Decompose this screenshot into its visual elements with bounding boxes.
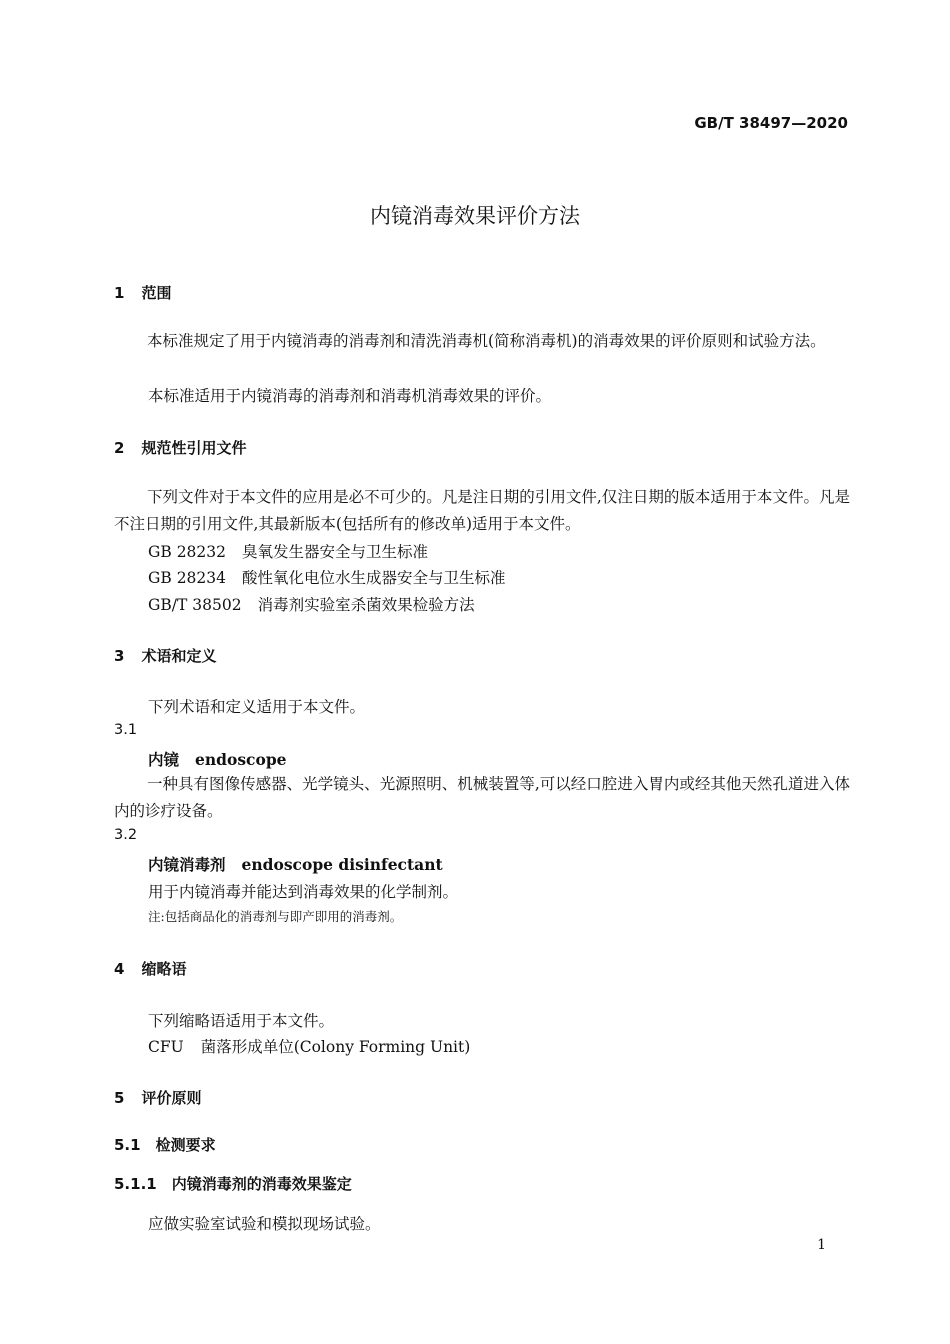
term-number: 3.1 bbox=[114, 722, 138, 738]
paragraph: 本标准规定了用于内镜消毒的消毒剂和清洗消毒机(简称消毒机)的消毒效果的评价原则和试验方法。 bbox=[147, 332, 826, 350]
section-2-heading bbox=[114, 437, 246, 458]
term-definition: 一种具有图像传感器、光学镜头、光源照明、机械装置等,可以经口腔进入胃内或经其他天然孔道进入体内的诊疗设备。 bbox=[114, 775, 850, 820]
section-title: 缩略语 bbox=[141, 960, 187, 978]
section-3-heading bbox=[114, 645, 216, 666]
section-1-heading bbox=[114, 282, 171, 303]
term-entry bbox=[148, 853, 443, 875]
reference-code: GB/T 38502 bbox=[148, 596, 242, 614]
note: 注:包括商品化的消毒剂与即产即用的消毒剂。 bbox=[148, 909, 403, 924]
paragraph: 下列文件对于本文件的应用是必不可少的。凡是注日期的引用文件,仅注日期的版本适用于本文件。凡是不注日期的引用文件,其最新版本(包括所有的修改单)适用于本文件。 bbox=[114, 488, 850, 533]
term-zh: 内镜消毒剂 bbox=[148, 856, 226, 874]
section-title: 评价原则 bbox=[141, 1089, 202, 1107]
term-en: endoscope disinfectant bbox=[241, 855, 443, 874]
section-title: 内镜消毒剂的消毒效果鉴定 bbox=[171, 1175, 352, 1193]
section-number: 1 bbox=[114, 284, 125, 302]
paragraph: 下列缩略语适用于本文件。 bbox=[148, 1012, 335, 1030]
paragraph: 应做实验室试验和模拟现场试验。 bbox=[148, 1215, 381, 1233]
section-number: 3 bbox=[114, 647, 125, 665]
section-number: 5.1.1 bbox=[114, 1175, 157, 1193]
reference-name: 消毒剂实验室杀菌效果检验方法 bbox=[257, 596, 475, 614]
reference-item bbox=[148, 566, 506, 588]
abbreviation-item bbox=[148, 1035, 470, 1057]
abbreviation-code: CFU bbox=[148, 1038, 184, 1056]
page-title: 内镜消毒效果评价方法 bbox=[370, 204, 580, 228]
reference-item bbox=[148, 593, 475, 615]
reference-code: GB 28234 bbox=[148, 569, 227, 587]
abbreviation-desc: 菌落形成单位(Colony Forming Unit) bbox=[200, 1038, 471, 1056]
section-5-heading bbox=[114, 1087, 201, 1108]
reference-code: GB 28232 bbox=[148, 543, 227, 561]
section-title: 检测要求 bbox=[155, 1136, 216, 1154]
standard-number: GB/T 38497—2020 bbox=[694, 114, 848, 132]
term-zh: 内镜 bbox=[148, 751, 180, 769]
page-number: 1 bbox=[817, 1237, 826, 1253]
reference-item bbox=[148, 540, 428, 562]
term-en: endoscope bbox=[195, 750, 287, 769]
subsection-5-1-heading bbox=[114, 1134, 216, 1155]
section-4-heading bbox=[114, 958, 186, 979]
term-definition: 用于内镜消毒并能达到消毒效果的化学制剂。 bbox=[148, 883, 459, 901]
term-number: 3.2 bbox=[114, 827, 138, 843]
section-number: 5 bbox=[114, 1089, 125, 1107]
paragraph: 本标准适用于内镜消毒的消毒剂和消毒机消毒效果的评价。 bbox=[148, 387, 552, 405]
reference-name: 臭氧发生器安全与卫生标准 bbox=[242, 543, 429, 561]
subsection-5-1-1-heading bbox=[114, 1173, 352, 1194]
section-number: 4 bbox=[114, 960, 125, 978]
section-title: 规范性引用文件 bbox=[141, 439, 247, 457]
section-number: 2 bbox=[114, 439, 125, 457]
section-title: 术语和定义 bbox=[141, 647, 217, 665]
paragraph: 下列术语和定义适用于本文件。 bbox=[148, 698, 366, 716]
term-entry bbox=[148, 748, 287, 770]
section-title: 范围 bbox=[141, 284, 172, 302]
reference-name: 酸性氧化电位水生成器安全与卫生标准 bbox=[242, 569, 506, 587]
section-number: 5.1 bbox=[114, 1136, 141, 1154]
